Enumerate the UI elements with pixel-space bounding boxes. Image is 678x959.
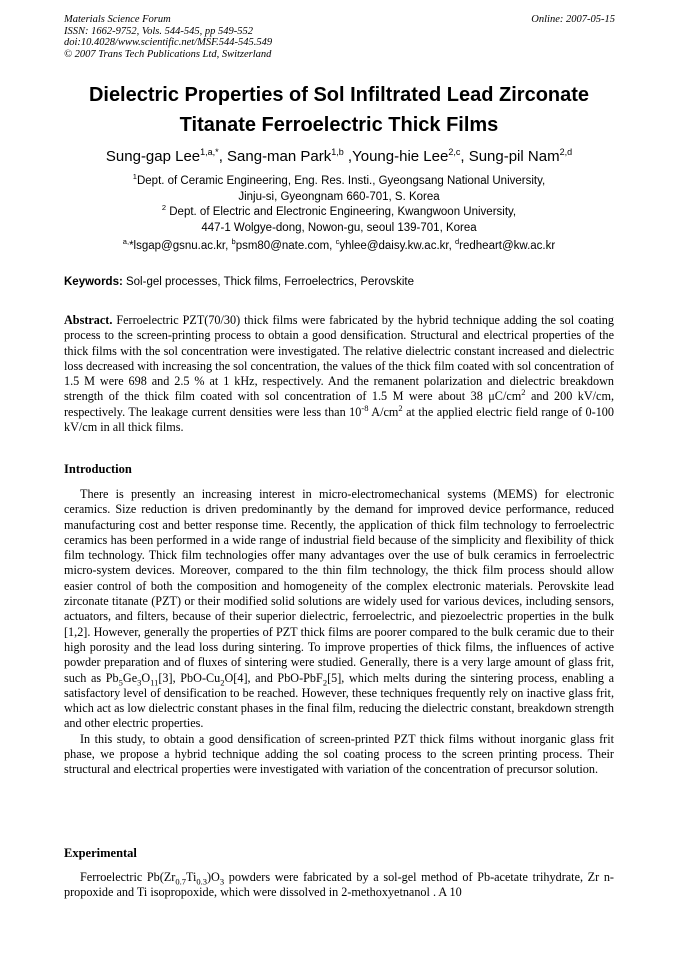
online-date: Online: 2007-05-15 — [531, 14, 615, 25]
subscript: 3 — [137, 677, 142, 687]
copyright: © 2007 Trans Tech Publications Ltd, Switzerland — [64, 48, 272, 60]
email-sup: a, — [122, 237, 130, 247]
exp-text: )O — [207, 870, 220, 884]
author-name: Sang-man Park — [227, 148, 332, 165]
experimental-heading: Experimental — [64, 846, 137, 860]
intro-text: O[4], and PbO-PbF — [224, 670, 323, 685]
abstract-sup: -8 — [361, 402, 369, 413]
author-sep: , — [218, 148, 228, 165]
intro-paragraph-1 — [64, 487, 614, 732]
email-link[interactable]: yhlee@daisy.kw.ac.kr, — [339, 240, 455, 252]
abstract-sup: 2 — [398, 402, 403, 413]
affil-sup: 1 — [132, 172, 137, 182]
issn: ISSN: 1662-9752, Vols. 544-545, pp 549-552 — [64, 25, 253, 37]
subscript: 2 — [322, 677, 328, 687]
author-affil-sup: 1,b — [331, 147, 344, 157]
abstract — [64, 313, 614, 435]
author-name: Young-hie Lee — [352, 148, 449, 165]
email-sup: d — [454, 237, 460, 247]
journal-header — [64, 14, 272, 60]
paper-title — [40, 80, 638, 140]
experimental-paragraph-1 — [64, 870, 614, 901]
affil-sup: 2 — [161, 203, 167, 213]
abstract-sup: 2 — [521, 387, 526, 398]
keywords-text: Sol-gel processes, Thick films, Ferroelectrics, Perovskite — [122, 276, 415, 288]
subscript: 5 — [118, 677, 123, 687]
email-sup: b — [231, 237, 236, 247]
affil-text: Dept. of Electric and Electronic Engineering, Kwangwoon University, — [166, 206, 517, 218]
email-link[interactable]: psm80@nate.com, — [235, 240, 336, 252]
affiliations — [30, 174, 648, 236]
corresponding-mark: * — [215, 147, 219, 157]
subscript: 3 — [219, 876, 225, 887]
email-link[interactable]: *lsgap@gsnu.ac.kr, — [129, 240, 232, 252]
affiliation-1 — [30, 174, 648, 190]
affiliation-2-cont: 447-1 Wolgye-dong, Nowon-gu, seoul 139-701, Korea — [201, 221, 477, 234]
abstract-text: at the applied electric field range of 0-100 kV/cm in all thick films. — [64, 404, 614, 435]
doi: doi:10.4028/www.scientific.net/MSF.544-545.549 — [64, 37, 273, 49]
affiliation-1-cont: Jinju-si, Gyeongnam 660-701, S. Korea — [238, 190, 440, 203]
intro-text: There is presently an increasing interest in micro-electromechanical systems (MEMS) for electronic ceramics. Size reduction is driven predominantly by the demand for improved device performance, reduced manufacturing cost and better response time. Recently, the application of thick film technology to ferroelectric ceramics has been performed in a wide range of industrial field because of the simplicity and flexibility of thick film technology. Thick film technologies offer many advantages over the use of bulk ceramics in ferroelectric micro-system devices. Moreover, compared to the thin film technology, the thick film process should allow easier control of both the composition and homogeneity of the complex electronic materials. Perovskite lead zirconate titanate (PZT) or their modified solid solutions are widely used for various devices, including sensors, actuators, and filters, because of their superior dielectric, ferroelectric, and piezoelectric properties in the bulk [1,2]. However, generally the properties of PZT thick films are poorer compared to the bulk ceramic due to their high porosity and the lead loss during sintering. To improve properties of thick films, the influences of active powder preparation and of fluxes of sintering were studied. Generally, there is a very large amount of glass frit, such as Pb — [64, 487, 614, 685]
exp-text: powders were fabricated by a sol-gel method of Pb-acetate trihydrate, Zr n-propoxide and Ti isopropoxide, which were dissolved in 2-methoxyetnanol . A 10 — [64, 870, 614, 900]
abstract-text: A/cm — [368, 404, 399, 419]
exp-text: Ti — [185, 870, 197, 884]
author-sep: , — [343, 148, 353, 165]
author-sep: , — [460, 148, 469, 165]
subscript: 2 — [220, 677, 225, 687]
exp-text: Ferroelectric Pb(Zr — [80, 870, 176, 884]
intro-text: [5], which melts during the sintering process, enabling a satisfactory level of densification to be reached. However, these techniques frequently rely on inactive glass frit, which act as low dielectric constant phases in the final film, reducing the dielectric constant, breakdown strength and other electric properties. — [64, 670, 614, 731]
keywords-label: Keywords: — [64, 276, 123, 288]
author-affil-sup: 1,a, — [200, 147, 216, 157]
journal-name: Materials Science Forum — [64, 14, 171, 25]
abstract-label: Abstract. — [64, 313, 113, 327]
keywords — [64, 276, 414, 288]
author-affil-sup: 2,c — [448, 147, 461, 157]
email-link[interactable]: redheart@kw.ac.kr — [459, 240, 556, 252]
title-line-1: Dielectric Properties of Sol Infiltrated Lead Zirconate — [88, 84, 590, 106]
subscript: 0.3 — [196, 876, 207, 887]
author-name: Sung-pil Nam — [468, 148, 560, 165]
author-name: Sung-gap Lee — [105, 148, 201, 165]
email-list — [20, 237, 658, 252]
intro-text: [3], PbO-Cu — [158, 670, 221, 685]
subscript: 0.7 — [175, 876, 186, 887]
introduction-heading: Introduction — [64, 462, 132, 476]
abstract-text: and 200 kV/cm, respectively. The leakage current densities were less than 10 — [64, 389, 614, 419]
author-affil-sup: 2,d — [559, 147, 573, 157]
intro-text: O — [141, 670, 151, 685]
intro-paragraph-2: In this study, to obtain a good densification of screen-printed PZT thick films without inorganic glass frit phase, we propose a hybrid technique adding the sol coating process to the screen printing process. Their structural and electrical properties were investigated with variation of the concentration of precursor solution. — [64, 731, 614, 777]
experimental-body — [64, 870, 614, 901]
author-list — [30, 147, 648, 167]
affiliation-2 — [30, 205, 648, 221]
affil-text: Dept. of Ceramic Engineering, Eng. Res. Insti., Gyeongsang National University, — [136, 175, 546, 187]
email-sup: c — [335, 237, 340, 247]
subscript: 11 — [150, 677, 159, 687]
title-line-2: Titanate Ferroelectric Thick Films — [179, 114, 499, 136]
introduction-body — [64, 487, 614, 778]
intro-text: Ge — [122, 670, 138, 685]
abstract-text: Ferroelectric PZT(70/30) thick films were fabricated by the hybrid technique adding the sol coating process to the screen-printing process to obtain a good densification. Structural and electrical properties of the thick films with the sol concentration were investigated. The relative dielectric constant increased and dielectric loss decreased with increasing the sol concentration, the values of the thick film coated with sol concentration of 1.5 M were 698 and 2.5 % at 1 kHz, respectively. And the remanent polarization and dielectric breakdown strength of the thick film coated with sol concentration of 1.5 M were about 38 μC/cm — [64, 313, 614, 404]
